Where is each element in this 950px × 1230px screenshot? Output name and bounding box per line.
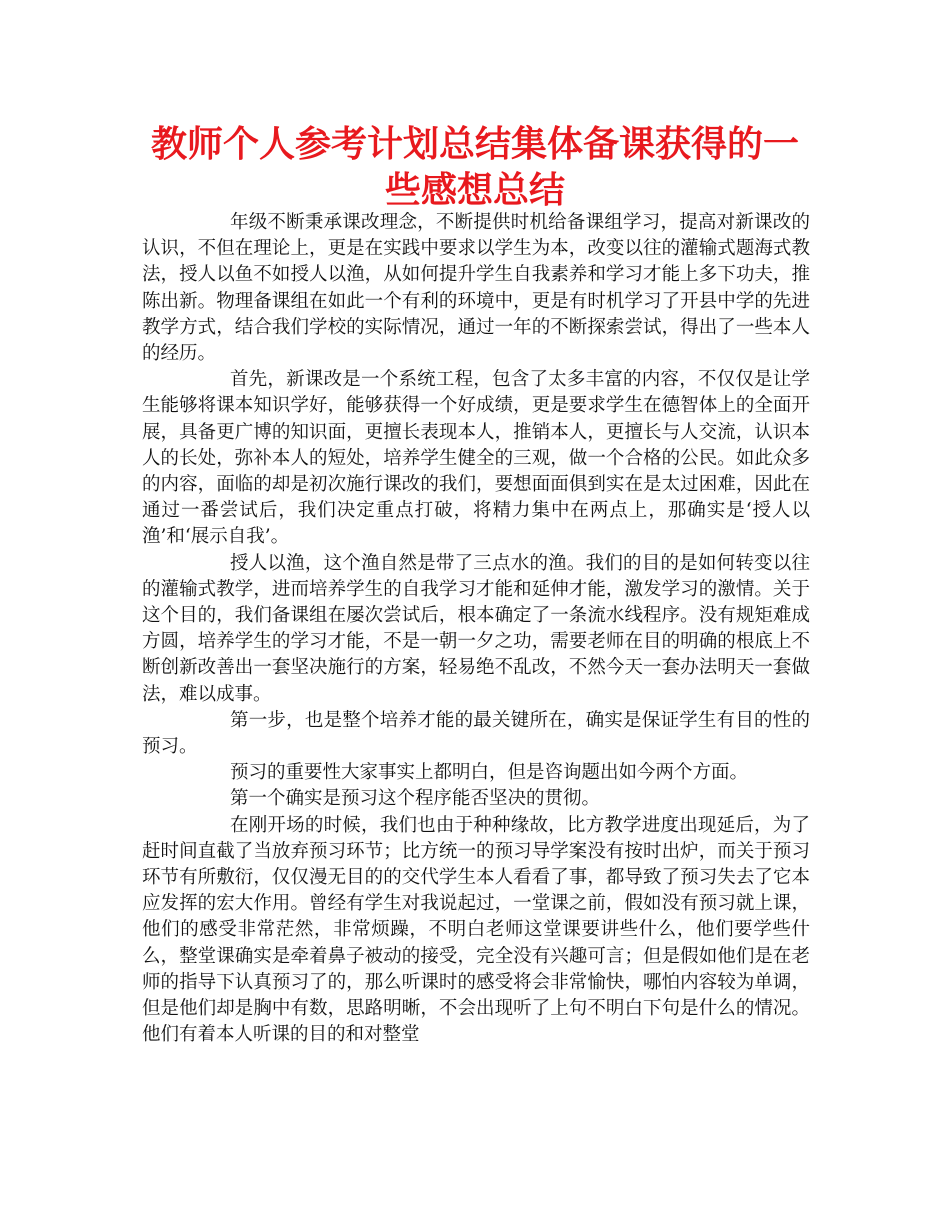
paragraph-6: 第一个确实是预习这个程序能否坚决的贯彻。 [230, 788, 601, 810]
document-title: 教师个人参考计划总结集体备课获得的一些感想总结 [150, 124, 799, 211]
paragraph-2: 首先，新课改是一个系统工程，包含了太多丰富的内容，不仅仅是让学生能够将课本知识学好，能够获得一个好成绩，更是要求学生在德智体上的全面开展，具备更广博的知识面，更擅长表现本人，推销本人，更擅长与人交流，认识本人的长处，弥补本人的短处，培养学生健全的三观，做一个合格的公民。如此众多的内容，面临的却是初次施行课改的我们，要想面面俱到实在是太过困难，因此在通过一番尝试后，我们决定重点打破，将精力集中在两点上，那确实是‘授人以渔’和‘展示自我’。 [142, 369, 810, 548]
paragraph-1: 年级不断秉承课改理念，不断提供时机给备课组学习，提高对新课改的认识，不但在理论上，更是在实践中要求以学生为本，改变以往的灌输式题海式教法，授人以鱼不如授人以渔，从如何提升学生自我素养和学习才能上多下功夫，推陈出新。物理备课组在如此一个有利的环境中，更是有时机学习了开县中学的先进教学方式，结合我们学校的实际情况，通过一年的不断探索尝试，得出了一些本人的经历。 [142, 212, 810, 365]
paragraph-3: 授人以渔，这个渔自然是带了三点水的渔。我们的目的是如何转变以往的灌输式教学，进而培养学生的自我学习才能和延伸才能，激发学习的激情。关于这个目的，我们备课组在屡次尝试后，根本确定了一条流水线程序。没有规矩难成方圆，培养学生的学习才能，不是一朝一夕之功，需要老师在目的明确的根底上不断创新改善出一套坚决施行的方案，轻易绝不乱改，不然今天一套办法明天一套做法，难以成事。 [142, 552, 810, 705]
paragraph-4: 第一步，也是整个培养才能的最关键所在，确实是保证学生有目的性的预习。 [142, 709, 810, 758]
document-body [142, 210, 810, 1049]
paragraph-5: 预习的重要性大家事实上都明白，但是咨询题出如今两个方面。 [230, 762, 749, 784]
paragraph-7: 在刚开场的时候，我们也由于种种缘故，比方教学进度出现延后，为了赶时间直截了当放弃预习环节；比方统一的预习导学案没有按时出炉，而关于预习环节有所敷衍，仅仅漫无目的的交代学生本人看看了事，都导致了预习失去了它本应发挥的宏大作用。曾经有学生对我说起过，一堂课之前，假如没有预习就上课，他们的感受非常茫然，非常烦躁，不明白老师这堂课要讲些什么，他们要学些什么，整堂课确实是牵着鼻子被动的接受，完全没有兴趣可言；但是假如他们是在老师的指导下认真预习了的，那么听课时的感受将会非常愉快，哪怕内容较为单调，但是他们却是胸中有数，思路明晰，不会出现听了上句不明白下句是什么的情况。他们有着本人听课的目的和对整堂 [142, 814, 810, 1046]
